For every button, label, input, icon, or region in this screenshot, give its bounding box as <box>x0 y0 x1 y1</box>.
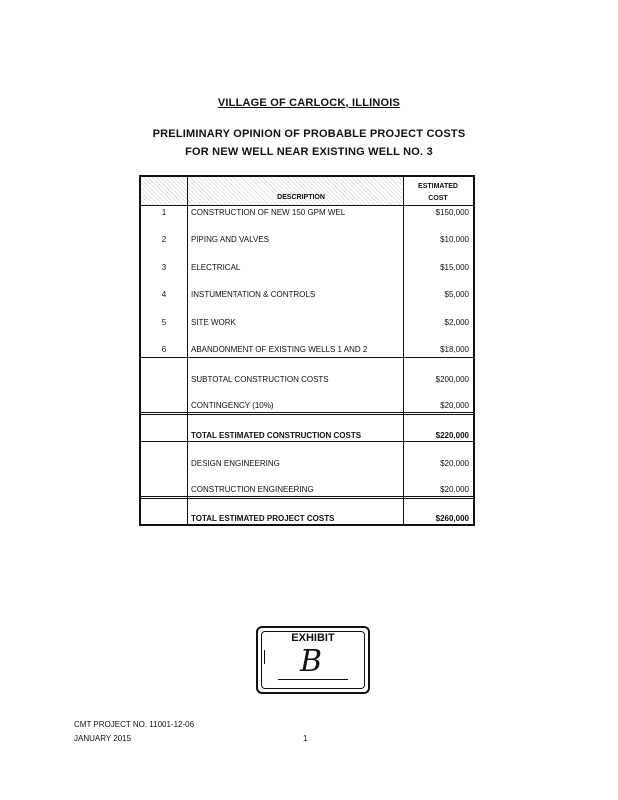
row-cost: $10,000 <box>440 235 469 244</box>
exhibit-tab-mark <box>264 650 268 664</box>
row-number: 2 <box>161 235 167 244</box>
row-cost: $5,000 <box>444 290 469 299</box>
table-row <box>141 208 473 220</box>
section-rule <box>141 357 473 358</box>
table-row <box>141 345 473 357</box>
total-project-label: TOTAL ESTIMATED PROJECT COSTS <box>191 514 335 523</box>
total-construction-label: TOTAL ESTIMATED CONSTRUCTION COSTS <box>191 431 362 440</box>
row-number: 6 <box>161 345 167 354</box>
cost-table <box>139 175 475 526</box>
row-description: ELECTRICAL <box>191 263 241 272</box>
footer-project-number: CMT PROJECT NO. 11001-12-06 <box>74 720 195 729</box>
row-description: CONSTRUCTION OF NEW 150 GPM WEL <box>191 208 346 217</box>
header-description: DESCRIPTION <box>277 194 325 201</box>
row-description: ABANDONMENT OF EXISTING WELLS 1 AND 2 <box>191 345 368 354</box>
subtotal-label: SUBTOTAL CONSTRUCTION COSTS <box>191 375 329 384</box>
exhibit-label: EXHIBIT <box>291 632 335 644</box>
header-rule <box>141 205 473 206</box>
total-project-row <box>141 514 473 526</box>
double-rule <box>141 412 473 415</box>
header-cost-line-1: ESTIMATED <box>418 183 458 190</box>
row-cost: $150,000 <box>435 208 469 217</box>
header-estimated-cost <box>405 181 471 205</box>
subtotal-cost: $200,000 <box>435 375 469 384</box>
exhibit-stamp <box>256 626 370 694</box>
total-construction-cost: $220,000 <box>435 431 469 440</box>
row-number: 1 <box>161 208 167 217</box>
section-rule <box>141 441 473 442</box>
page-number: 1 <box>303 734 308 743</box>
construction-engineering-cost: $20,000 <box>440 485 469 494</box>
table-row <box>141 318 473 330</box>
row-number: 4 <box>161 290 167 299</box>
total-project-cost: $260,000 <box>435 514 469 523</box>
contingency-cost: $20,000 <box>440 401 469 410</box>
page-title: VILLAGE OF CARLOCK, ILLINOIS <box>217 97 401 109</box>
row-number: 5 <box>161 318 167 327</box>
row-description: INSTUMENTATION & CONTROLS <box>191 290 316 299</box>
design-engineering-cost: $20,000 <box>440 459 469 468</box>
table-row <box>141 290 473 302</box>
row-description: PIPING AND VALVES <box>191 235 269 244</box>
exhibit-underline <box>278 679 348 680</box>
subtotal-row <box>141 375 473 387</box>
row-cost: $2,000 <box>444 318 469 327</box>
contingency-label: CONTINGENCY (10%) <box>191 401 274 410</box>
row-cost: $15,000 <box>440 263 469 272</box>
subtitle-line-2: FOR NEW WELL NEAR EXISTING WELL NO. 3 <box>185 146 433 158</box>
double-rule <box>141 496 473 499</box>
row-number: 3 <box>161 263 167 272</box>
header-cost-line-2: COST <box>428 195 448 202</box>
design-engineering-label: DESIGN ENGINEERING <box>191 459 280 468</box>
row-cost: $18,000 <box>440 345 469 354</box>
exhibit-letter: B <box>300 644 323 679</box>
construction-engineering-label: CONSTRUCTION ENGINEERING <box>191 485 314 494</box>
design-engineering-row <box>141 459 473 471</box>
table-row <box>141 263 473 275</box>
row-description: SITE WORK <box>191 318 236 327</box>
subtitle-line-1: PRELIMINARY OPINION OF PROBABLE PROJECT COSTS <box>152 128 466 140</box>
table-row <box>141 235 473 247</box>
footer-date: JANUARY 2015 <box>74 734 132 743</box>
